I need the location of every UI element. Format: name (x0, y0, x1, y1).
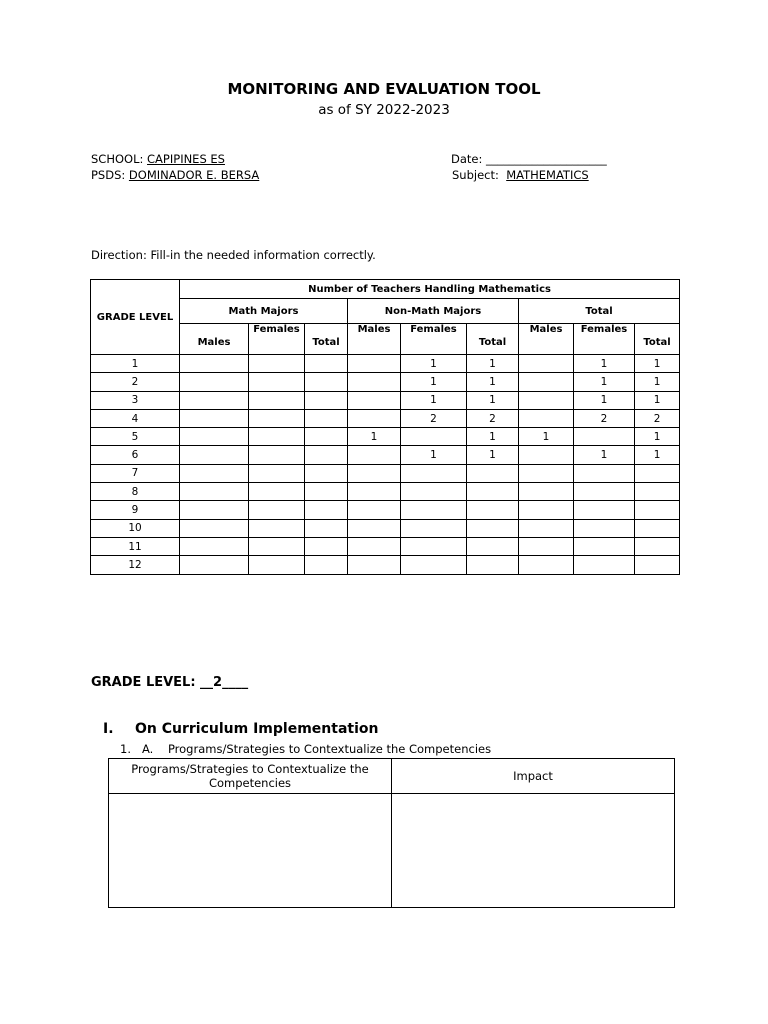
grade-level-header: GRADE LEVEL (91, 280, 180, 355)
table-row (91, 519, 680, 537)
grade-cell: 11 (91, 537, 180, 555)
math-majors-header: Math Majors (180, 299, 348, 324)
count-cell[interactable] (180, 391, 249, 409)
total-header: Total (519, 299, 680, 324)
count-cell[interactable] (305, 556, 348, 574)
grade-cell: 9 (91, 501, 180, 519)
column-header: Males (519, 324, 574, 355)
count-cell[interactable]: 1 (635, 428, 680, 446)
section-title: On Curriculum Implementation (135, 721, 379, 737)
count-cell[interactable] (180, 483, 249, 501)
count-cell[interactable] (635, 501, 680, 519)
table-row (91, 483, 680, 501)
table-row (91, 501, 680, 519)
column-header: Total (305, 324, 348, 355)
count-cell[interactable] (519, 519, 574, 537)
count-cell[interactable] (249, 537, 305, 555)
column-header: Total (467, 324, 519, 355)
grade-cell: 6 (91, 446, 180, 464)
table-row (91, 446, 680, 464)
document-title: MONITORING AND EVALUATION TOOL (227, 80, 541, 98)
count-cell[interactable] (180, 409, 249, 427)
count-cell[interactable] (574, 537, 635, 555)
count-cell[interactable] (180, 501, 249, 519)
column-header: Females (401, 324, 467, 355)
table-row (91, 556, 680, 574)
count-cell[interactable] (180, 373, 249, 391)
count-cell[interactable]: 1 (574, 391, 635, 409)
document-subtitle: as of SY 2022-2023 (318, 102, 450, 118)
subject-value: MATHEMATICS (506, 168, 589, 182)
count-cell[interactable] (401, 537, 467, 555)
count-cell[interactable] (467, 501, 519, 519)
table-row (91, 355, 680, 373)
grade-cell: 7 (91, 464, 180, 482)
count-cell[interactable] (348, 355, 401, 373)
grade-cell: 4 (91, 409, 180, 427)
count-cell[interactable] (305, 519, 348, 537)
item-number: 1. (120, 742, 131, 756)
count-cell[interactable] (305, 373, 348, 391)
count-cell[interactable] (519, 391, 574, 409)
teachers-group-header: Number of Teachers Handling Mathematics (180, 280, 680, 299)
count-cell[interactable]: 1 (635, 355, 680, 373)
count-cell[interactable] (348, 483, 401, 501)
school-value: CAPIPINES ES (147, 152, 225, 166)
count-cell[interactable] (574, 483, 635, 501)
count-cell[interactable] (348, 556, 401, 574)
table-row (91, 428, 680, 446)
count-cell[interactable] (635, 483, 680, 501)
count-cell[interactable] (467, 537, 519, 555)
count-cell[interactable] (467, 556, 519, 574)
programs-header: Programs/Strategies to Contextualize the Competencies (109, 759, 392, 794)
count-cell[interactable]: 1 (635, 391, 680, 409)
count-cell[interactable] (305, 537, 348, 555)
table-row (91, 409, 680, 427)
count-cell[interactable] (348, 373, 401, 391)
count-cell[interactable]: 1 (574, 446, 635, 464)
grade-cell: 5 (91, 428, 180, 446)
count-cell[interactable] (249, 464, 305, 482)
count-cell[interactable]: 1 (401, 355, 467, 373)
grade-level-line: GRADE LEVEL: __2____ (91, 675, 249, 690)
count-cell[interactable]: 1 (401, 391, 467, 409)
school-field (91, 152, 225, 166)
count-cell[interactable] (635, 556, 680, 574)
count-cell[interactable] (519, 483, 574, 501)
count-cell[interactable] (180, 556, 249, 574)
count-cell[interactable]: 1 (635, 446, 680, 464)
count-cell[interactable] (305, 446, 348, 464)
count-cell[interactable] (180, 464, 249, 482)
table-row (91, 537, 680, 555)
count-cell[interactable] (180, 355, 249, 373)
count-cell[interactable] (249, 391, 305, 409)
count-cell[interactable]: 1 (519, 428, 574, 446)
table-row (91, 464, 680, 482)
date-field (451, 152, 607, 166)
count-cell[interactable] (180, 428, 249, 446)
count-cell[interactable] (467, 519, 519, 537)
count-cell[interactable] (249, 446, 305, 464)
count-cell[interactable] (635, 519, 680, 537)
grade-cell: 12 (91, 556, 180, 574)
psds-label: PSDS: (91, 168, 126, 182)
table-row (91, 391, 680, 409)
count-cell[interactable] (348, 501, 401, 519)
grade-cell: 2 (91, 373, 180, 391)
count-cell[interactable] (519, 537, 574, 555)
count-cell[interactable] (467, 464, 519, 482)
count-cell[interactable] (305, 428, 348, 446)
count-cell[interactable] (574, 556, 635, 574)
count-cell[interactable] (401, 428, 467, 446)
count-cell[interactable]: 1 (467, 373, 519, 391)
curriculum-table (108, 758, 675, 908)
column-header: Males (348, 324, 401, 355)
count-cell[interactable] (348, 537, 401, 555)
count-cell[interactable] (249, 556, 305, 574)
count-cell[interactable] (519, 501, 574, 519)
count-cell[interactable] (249, 428, 305, 446)
count-cell[interactable] (519, 556, 574, 574)
count-cell[interactable] (305, 409, 348, 427)
count-cell[interactable]: 1 (467, 446, 519, 464)
count-cell[interactable]: 1 (467, 391, 519, 409)
count-cell[interactable] (519, 464, 574, 482)
count-cell[interactable] (305, 501, 348, 519)
grade-cell: 3 (91, 391, 180, 409)
date-label: Date: (451, 152, 483, 166)
section-number: I. (103, 721, 114, 737)
count-cell[interactable]: 2 (635, 409, 680, 427)
count-cell[interactable] (348, 391, 401, 409)
count-cell[interactable]: 1 (635, 373, 680, 391)
count-cell[interactable]: 2 (401, 409, 467, 427)
count-cell[interactable] (635, 537, 680, 555)
grade-cell: 10 (91, 519, 180, 537)
psds-value: DOMINADOR E. BERSA (128, 168, 260, 182)
item-label: A. Programs/Strategies to Contextualize the Competencies (142, 742, 492, 756)
date-value: _____________________ (486, 152, 607, 166)
count-cell[interactable] (574, 501, 635, 519)
subject-label: Subject: (452, 168, 499, 182)
count-cell[interactable] (305, 391, 348, 409)
count-cell[interactable] (519, 355, 574, 373)
count-cell[interactable] (305, 483, 348, 501)
column-header: Males (180, 324, 249, 355)
count-cell[interactable] (249, 483, 305, 501)
count-cell[interactable] (401, 501, 467, 519)
count-cell[interactable]: 1 (467, 355, 519, 373)
count-cell[interactable] (249, 373, 305, 391)
count-cell[interactable]: 1 (574, 373, 635, 391)
column-header: Total (635, 324, 680, 355)
count-cell[interactable] (249, 501, 305, 519)
count-cell[interactable]: 2 (467, 409, 519, 427)
count-cell[interactable] (574, 464, 635, 482)
count-cell[interactable] (635, 464, 680, 482)
count-cell[interactable]: 1 (574, 355, 635, 373)
count-cell[interactable] (348, 464, 401, 482)
impact-cell[interactable] (392, 794, 675, 908)
count-cell[interactable] (180, 519, 249, 537)
count-cell[interactable] (305, 464, 348, 482)
count-cell[interactable]: 1 (467, 428, 519, 446)
school-label: SCHOOL: (91, 152, 144, 166)
subject-field (452, 168, 589, 182)
count-cell[interactable]: 1 (401, 373, 467, 391)
count-cell[interactable] (249, 355, 305, 373)
count-cell[interactable] (401, 519, 467, 537)
programs-cell[interactable] (109, 794, 392, 908)
direction-text: Direction: Fill-in the needed information correctly. (91, 248, 376, 262)
count-cell[interactable] (180, 446, 249, 464)
count-cell[interactable]: 1 (348, 428, 401, 446)
count-cell[interactable] (249, 409, 305, 427)
count-cell[interactable]: 1 (401, 446, 467, 464)
count-cell[interactable] (249, 519, 305, 537)
grade-cell: 8 (91, 483, 180, 501)
grade-cell: 1 (91, 355, 180, 373)
count-cell[interactable] (348, 446, 401, 464)
count-cell[interactable] (519, 373, 574, 391)
count-cell[interactable] (305, 355, 348, 373)
count-cell[interactable] (401, 464, 467, 482)
count-cell[interactable] (574, 519, 635, 537)
count-cell[interactable] (348, 519, 401, 537)
count-cell[interactable] (401, 483, 467, 501)
count-cell[interactable] (467, 483, 519, 501)
count-cell[interactable] (348, 409, 401, 427)
column-header: Females (249, 324, 305, 355)
count-cell[interactable] (401, 556, 467, 574)
impact-header: Impact (392, 759, 675, 794)
table-row (91, 373, 680, 391)
count-cell[interactable] (574, 428, 635, 446)
psds-field (91, 168, 259, 182)
column-header: Females (574, 324, 635, 355)
count-cell[interactable] (180, 537, 249, 555)
non-math-majors-header: Non-Math Majors (348, 299, 519, 324)
count-cell[interactable] (519, 446, 574, 464)
count-cell[interactable] (519, 409, 574, 427)
count-cell[interactable]: 2 (574, 409, 635, 427)
teachers-table (90, 279, 680, 575)
